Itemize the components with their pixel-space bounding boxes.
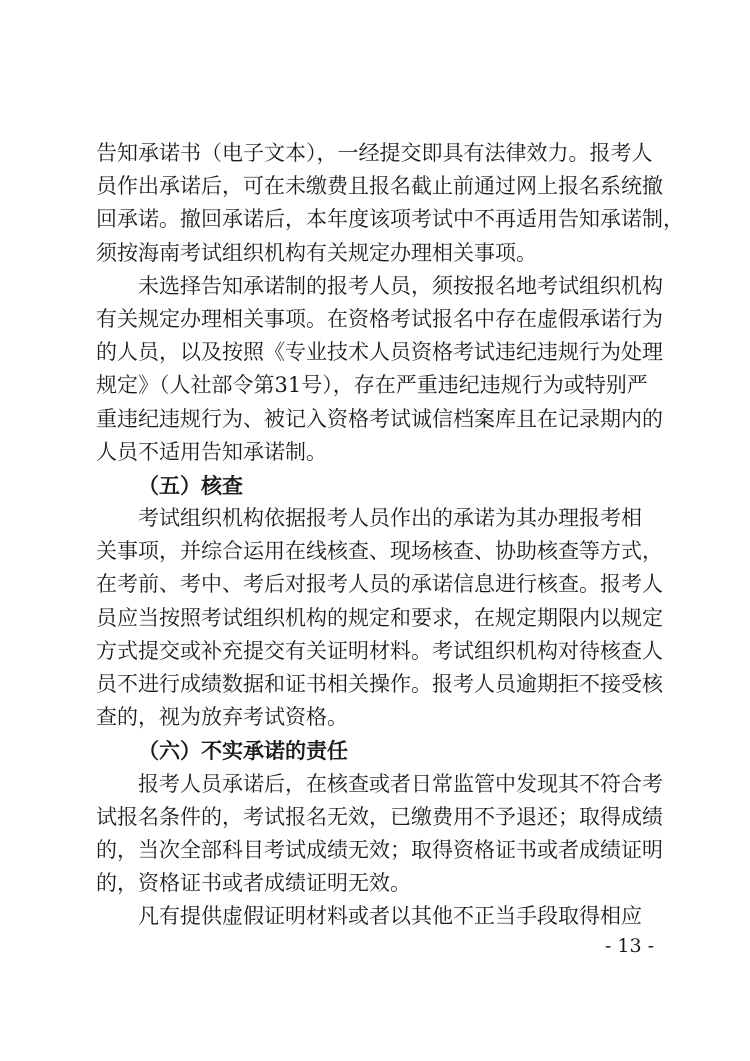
document-body: [96, 137, 684, 934]
text-line: 考试组织机构依据报考人员作出的承诺为其办理报考相: [138, 506, 642, 531]
text-line: 在考前、考中、考后对报考人员的承诺信息进行核查。报考人: [96, 572, 663, 597]
text-line: 回承诺。撤回承诺后，本年度该项考试中不再适用告知承诺制，: [96, 207, 684, 232]
text-line: 方式提交或补充提交有关证明材料。考试组织机构对待核查人: [96, 638, 663, 663]
text-line: 报考人员承诺后，在核查或者日常监管中发现其不符合考: [138, 771, 663, 796]
text-line: 凡有提供虚假证明材料或者以其他不正当手段取得相应: [138, 904, 642, 929]
text-line: 的人员，以及按照《专业技术人员资格考试违纪违规行为处理: [96, 340, 663, 365]
section-heading: （六）不实承诺的责任: [138, 738, 348, 764]
text-line: 须按海南考试组织机构有关规定办理相关事项。: [96, 240, 537, 265]
text-line: 查的，视为放弃考试资格。: [96, 705, 348, 730]
text-line: 告知承诺书（电子文本），一经提交即具有法律效力。报考人: [96, 141, 653, 165]
text-line: 未选择告知承诺制的报考人员，须按报名地考试组织机构: [138, 273, 663, 298]
text-line: 试报名条件的，考试报名无效，已缴费用不予退还；取得成绩: [96, 804, 663, 829]
text-line: 重违纪违规行为、被记入资格考试诚信档案库且在记录期内的: [96, 406, 663, 431]
text-line: 有关规定办理相关事项。在资格考试报名中存在虚假承诺行为: [96, 306, 663, 331]
section-heading: （五）核查: [138, 472, 243, 498]
page-number: - 13 -: [604, 935, 654, 957]
text-line: 员作出承诺后，可在未缴费且报名截止前通过网上报名系统撤: [96, 174, 663, 199]
text-line: 员不进行成绩数据和证书相关操作。报考人员逾期拒不接受核: [96, 672, 663, 696]
text-line: 的，资格证书或者成绩证明无效。: [96, 871, 411, 896]
text-line: 的，当次全部科目考试成绩无效；取得资格证书或者成绩证明: [96, 837, 663, 862]
text-line: 员应当按照考试组织机构的规定和要求，在规定期限内以规定: [96, 605, 663, 630]
text-line: 关事项，并综合运用在线核查、现场核查、协助核查等方式，: [96, 539, 663, 564]
text-line: 人员不适用告知承诺制。: [96, 439, 327, 464]
text-line: 规定》（人社部令第31号），存在严重违纪违规行为或特别严: [96, 373, 648, 398]
